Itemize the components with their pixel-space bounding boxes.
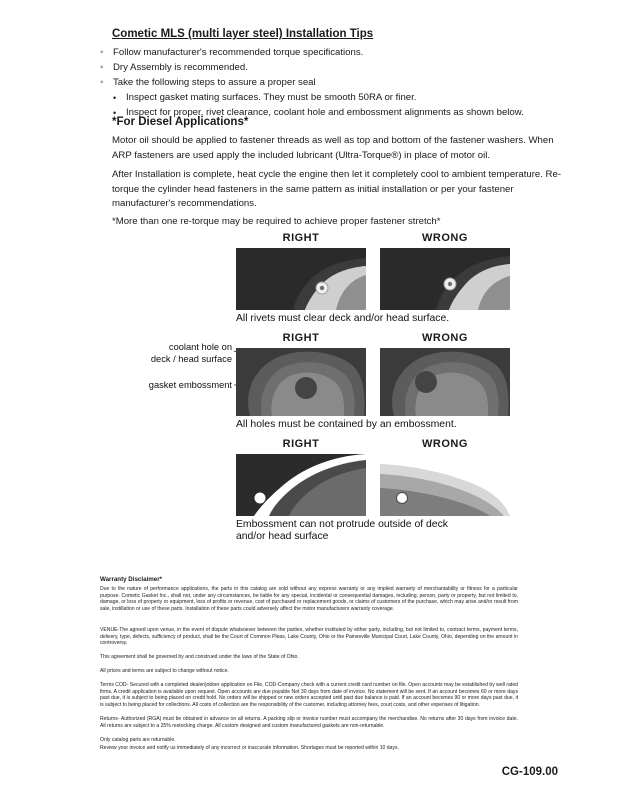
diesel-paragraph-2: After Installation is complete, heat cycle the engine then let it completely cool to ambient temperature. Re-torque the cylinder head fasteners in the same pattern as initial installation or per your fastener manufacturer's recommendations. xyxy=(112,169,562,210)
figure2-annotation-gasket-embossment xyxy=(100,379,232,391)
figure3-caption-line2: and/or head surface xyxy=(236,531,329,542)
figure1-caption: All rivets must clear deck and/or head surface. xyxy=(236,313,450,324)
figure2-annotation-coolant-hole xyxy=(120,341,232,365)
annotation-line-2: deck / head surface xyxy=(150,354,232,364)
figure1-wrong-panel xyxy=(380,248,510,310)
figure2-wrong-illustration xyxy=(380,348,510,416)
figure2-right-illustration xyxy=(236,348,366,416)
page-code: CG-109.00 xyxy=(501,766,558,778)
figure3-wrong-panel xyxy=(380,454,510,516)
tips-list xyxy=(100,46,570,121)
diesel-paragraph-3: *More than one re-torque may be required to achieve proper fastener stretch* xyxy=(112,216,441,227)
figure1-right-illustration xyxy=(236,248,366,310)
figure1-right-panel xyxy=(236,248,366,310)
figure3-wrong-illustration xyxy=(380,454,510,516)
warranty-title: Warranty Disclaimer* xyxy=(100,576,163,583)
warranty-paragraph: VENUE-The agreed upon venue, in the event of dispute whatsoever between the parties, whether instituted by either party, including, but not limited to, contract terms, payment terms, delivery, type, defects, sufficiency of product, shall be the Court of Common Pleas, Lake County, Ohio or the Painesville Municipal Court, Lake County, Ohio, depending on the amount in controversy. xyxy=(100,627,518,647)
figure3-right-illustration xyxy=(236,454,366,516)
warranty-paragraph: All prices and terms are subject to change without notice. xyxy=(100,668,229,674)
diesel-heading: *For Diesel Applications* xyxy=(112,116,249,128)
diesel-paragraph-1: Motor oil should be applied to fastener threads as well as top and bottom of the fastener washers. When ARP fasteners are used apply the included lubricant (Ultra-Torque®) in place of motor oil. xyxy=(112,135,554,161)
list-item: • Inspect gasket mating surfaces. They must be smooth 50RA or finer. xyxy=(100,91,570,106)
figure2-wrong-label: WRONG xyxy=(422,332,468,344)
figure3-wrong-label: WRONG xyxy=(422,438,468,450)
page-title: Cometic MLS (multi layer steel) Installation Tips xyxy=(112,28,374,40)
annotation-line-1: gasket embossment xyxy=(148,380,232,390)
warranty-paragraph: Terms COD- Secured with a completed dealer/jobber application on File, COD-Company check with a current credit card number on file. Open accounts may be established by well rated firms. A credit application is available upon request. Open accounts are due payable Net 30 days from date of invoice. No statement will be sent. If an account becomes 60 or more days past due, it is subject to being placed on credit hold. No orders will be shipped or new orders accepted until past due balance is paid. If an account becomes 90 or more days past due, it is subject to being placed for collections. All costs of collection are the responsibility of the customer, including attorney fees, court costs, and other expenses of litigation. xyxy=(100,682,518,708)
figure2-caption: All holes must be contained by an embossment. xyxy=(236,419,457,430)
figure3-caption-line1: Embossment can not protrude outside of deck xyxy=(236,519,448,530)
figure2-right-label: RIGHT xyxy=(282,332,320,344)
list-item: ◦ Dry Assembly is recommended. xyxy=(100,61,570,76)
list-item: • Inspect for proper, rivet clearance, coolant hole and embossment alignments as shown below. xyxy=(100,106,570,121)
figure1-right-label: RIGHT xyxy=(282,232,320,244)
warranty-paragraph: Returns- Authorized (RGA) must be obtained in advance on all returns. A packing slip or invoice number must accompany the merchandise. No returns after 30 days from invoice date. All returns are subject to a 25% restocking charge. All custom designed and custom manufactured gaskets are non-returnable. xyxy=(100,716,518,729)
figure2-wrong-panel xyxy=(380,348,510,416)
annotation-line-1: coolant hole on xyxy=(168,342,232,352)
list-item: ◦ Follow manufacturer's recommended torque specifications. xyxy=(100,46,570,61)
figure3-right-label: RIGHT xyxy=(282,438,320,450)
figure3-right-panel xyxy=(236,454,366,516)
warranty-paragraph: Due to the nature of performance applications, the parts in this catalog are sold without any express warranty or any implied warranty of merchantability or fitness for a particular purpose. Cometic Gasket Inc., shall not, under any circumstances, be liable for any special, incidental or consequential damages, including, person, party or property, but not limited to, damage, or loss of property or equipment, loss of profits or revenue, cost of purchased or replacement goods, or claims of customers of the purchase, which may arise and/or result from sale, instillation or use of these parts. Installation of these parts could adversely affect the motor manufacturers warranty coverage. xyxy=(100,586,518,612)
list-item: ◦ Take the following steps to assure a proper seal xyxy=(100,76,570,91)
warranty-paragraph: Only catalog parts are returnable. xyxy=(100,737,176,743)
figure1-wrong-illustration xyxy=(380,248,510,310)
figure1-wrong-label: WRONG xyxy=(422,232,468,244)
figure2-right-panel xyxy=(236,348,366,416)
warranty-paragraph: This agreement shall be governed by and construed under the laws of the State of Ohio. xyxy=(100,654,299,660)
warranty-paragraph: Review your invoice and notify us immediately of any incorrect or inaccurate information. Shortages must be reported within 10 days. xyxy=(100,745,399,751)
